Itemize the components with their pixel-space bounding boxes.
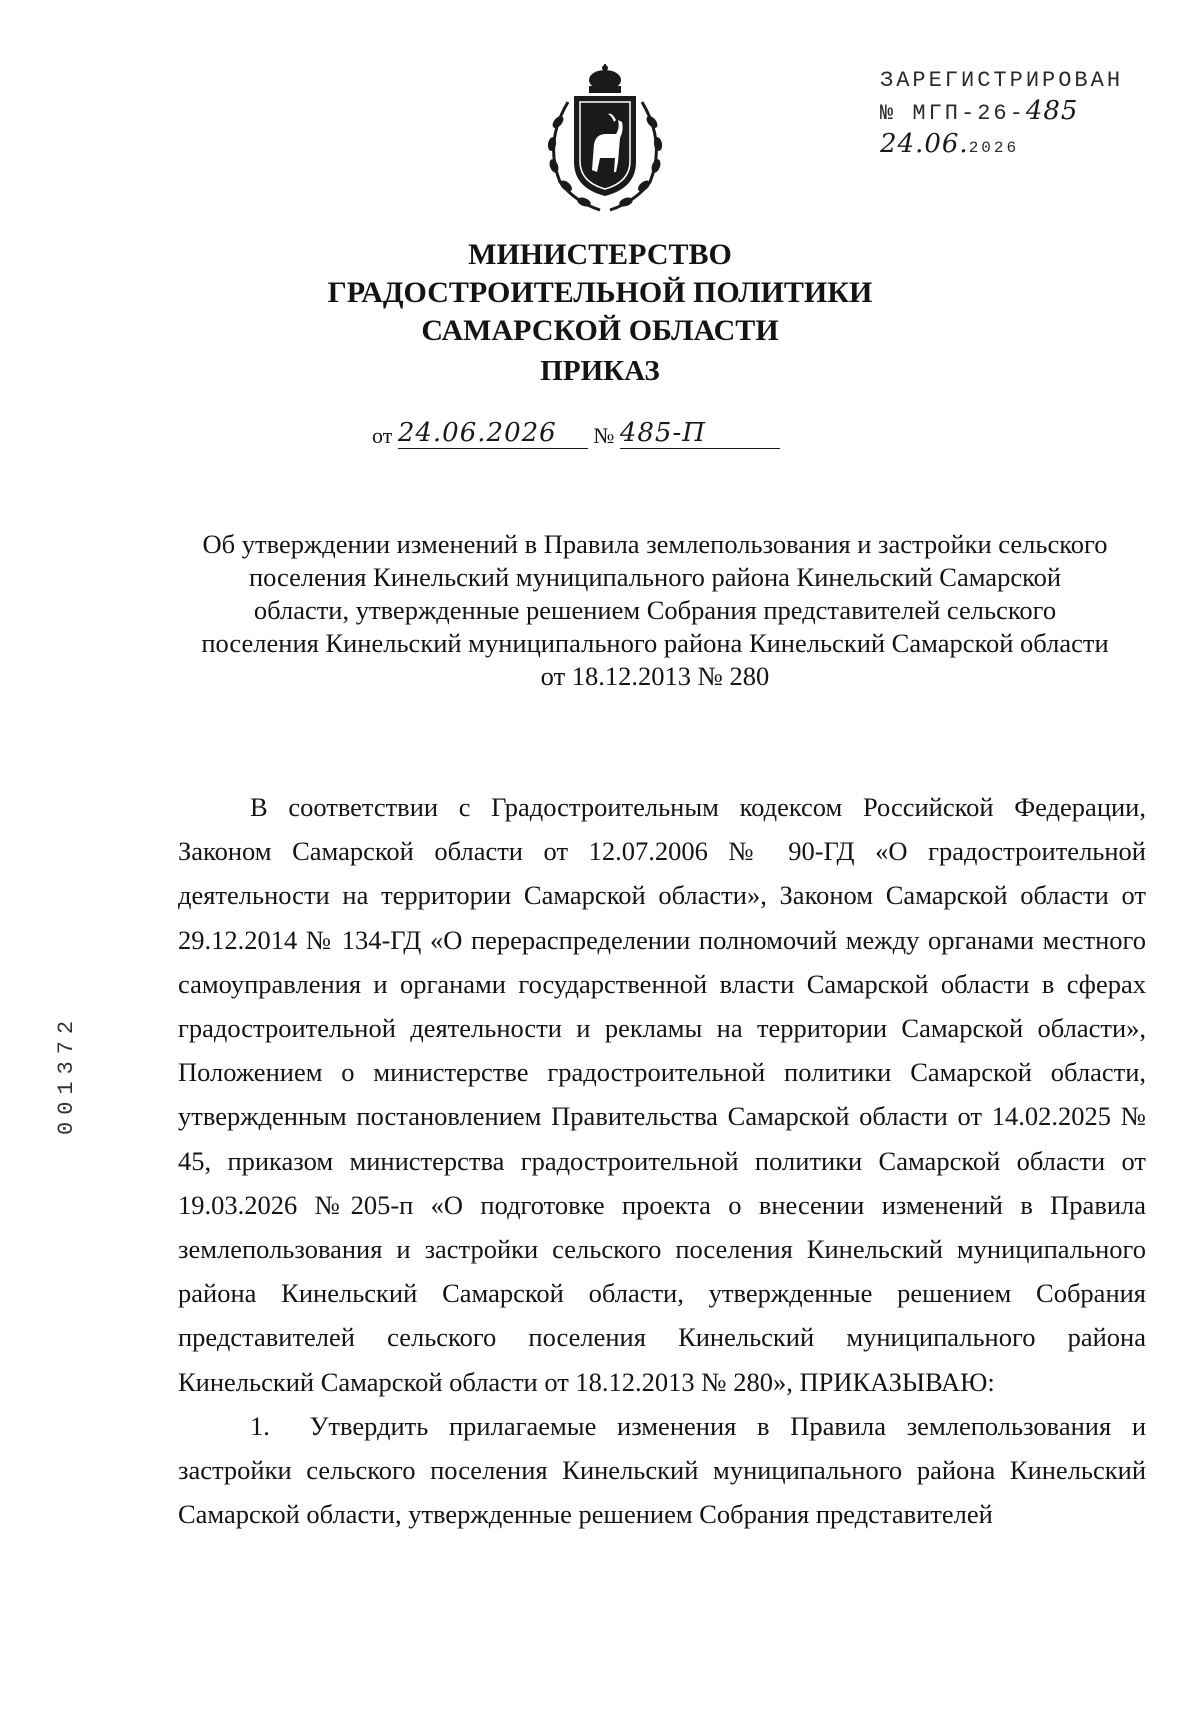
stamp-year: 2026 [968,139,1020,157]
date-prefix: от [372,423,393,448]
stamp-registered-text: ЗАРЕГИСТРИРОВАН [880,68,1124,93]
ministry-name [0,236,1200,350]
ministry-line-3: САМАРСКОЙ ОБЛАСТИ [421,314,779,347]
ministry-line-1: МИНИСТЕРСТВО [468,238,732,271]
title-line-3: области, утвержденные решением Собрания представителей сельского [253,595,1057,625]
number-prefix: № [593,423,615,448]
number-handwritten: 485-П [619,418,706,448]
stamp-date-handwritten: 24.06. [880,129,969,159]
document-title [170,528,1140,693]
ministry-line-2: ГРАДОСТРОИТЕЛЬНОЙ ПОЛИТИКИ [327,276,873,309]
date-handwritten: 24.06.2026 [397,418,557,448]
title-line-5: от 18.12.2013 № 280 [540,661,770,691]
date-number-line [372,418,780,449]
body-paragraph-item-1: 1. Утвердить прилагаемые изменения в Правила землепользования и застройки сельского поселения Кинельский муниципального района Кинельский Самарской области, утвержденные решением Собрания представителей [178,1410,1146,1530]
body-paragraph-preamble: В соответствии с Градостроительным кодексом Российской Федерации, Законом Самарской области от 12.07.2006 № 90-ГД «О градостроительной деятельности на территории Самарской области», Законом Самарской области от 29.12.2014 № 134-ГД «О перераспределении полномочий между органами местного самоуправления и органами государственной власти Самарской области в сферах градостроительной деятельности и рекламы на территории Самарской области», Положением о министерстве градостроительной политики Самарской области, утвержденным постановлением Правительства Самарской области от 14.02.2025 № 45, приказом министерства градостроительной политики Самарской области от 19.03.2026 №205-п «О подготовке проекта о внесении изменений в Правила землепользования и застройки сельского поселения Кинельский муниципального района Кинельский Самарской области, утвержденные решением Собрания представителей сельского поселения Кинельский муниципального района Кинельский Самарской области от 18.12.2013 № 280», ПРИКАЗЫВАЮ: [178,792,1146,1397]
side-serial-number: 001372 [54,1013,79,1135]
document-body [178,785,1146,1536]
document-type: ПРИКАЗ [540,355,660,387]
title-line-4: поселения Кинельский муниципального района Кинельский Самарской области [201,628,1109,658]
stamp-number-prefix: № МГП-26- [880,101,1026,126]
title-line-1: Об утверждении изменений в Правила землепользования и застройки сельского [202,529,1108,559]
stamp-number-handwritten: 485 [1025,96,1079,126]
registration-stamp [880,66,1123,163]
coat-of-arms-emblem [530,62,680,217]
title-line-2: поселения Кинельский муниципального района Кинельский Самарской [248,562,1062,592]
